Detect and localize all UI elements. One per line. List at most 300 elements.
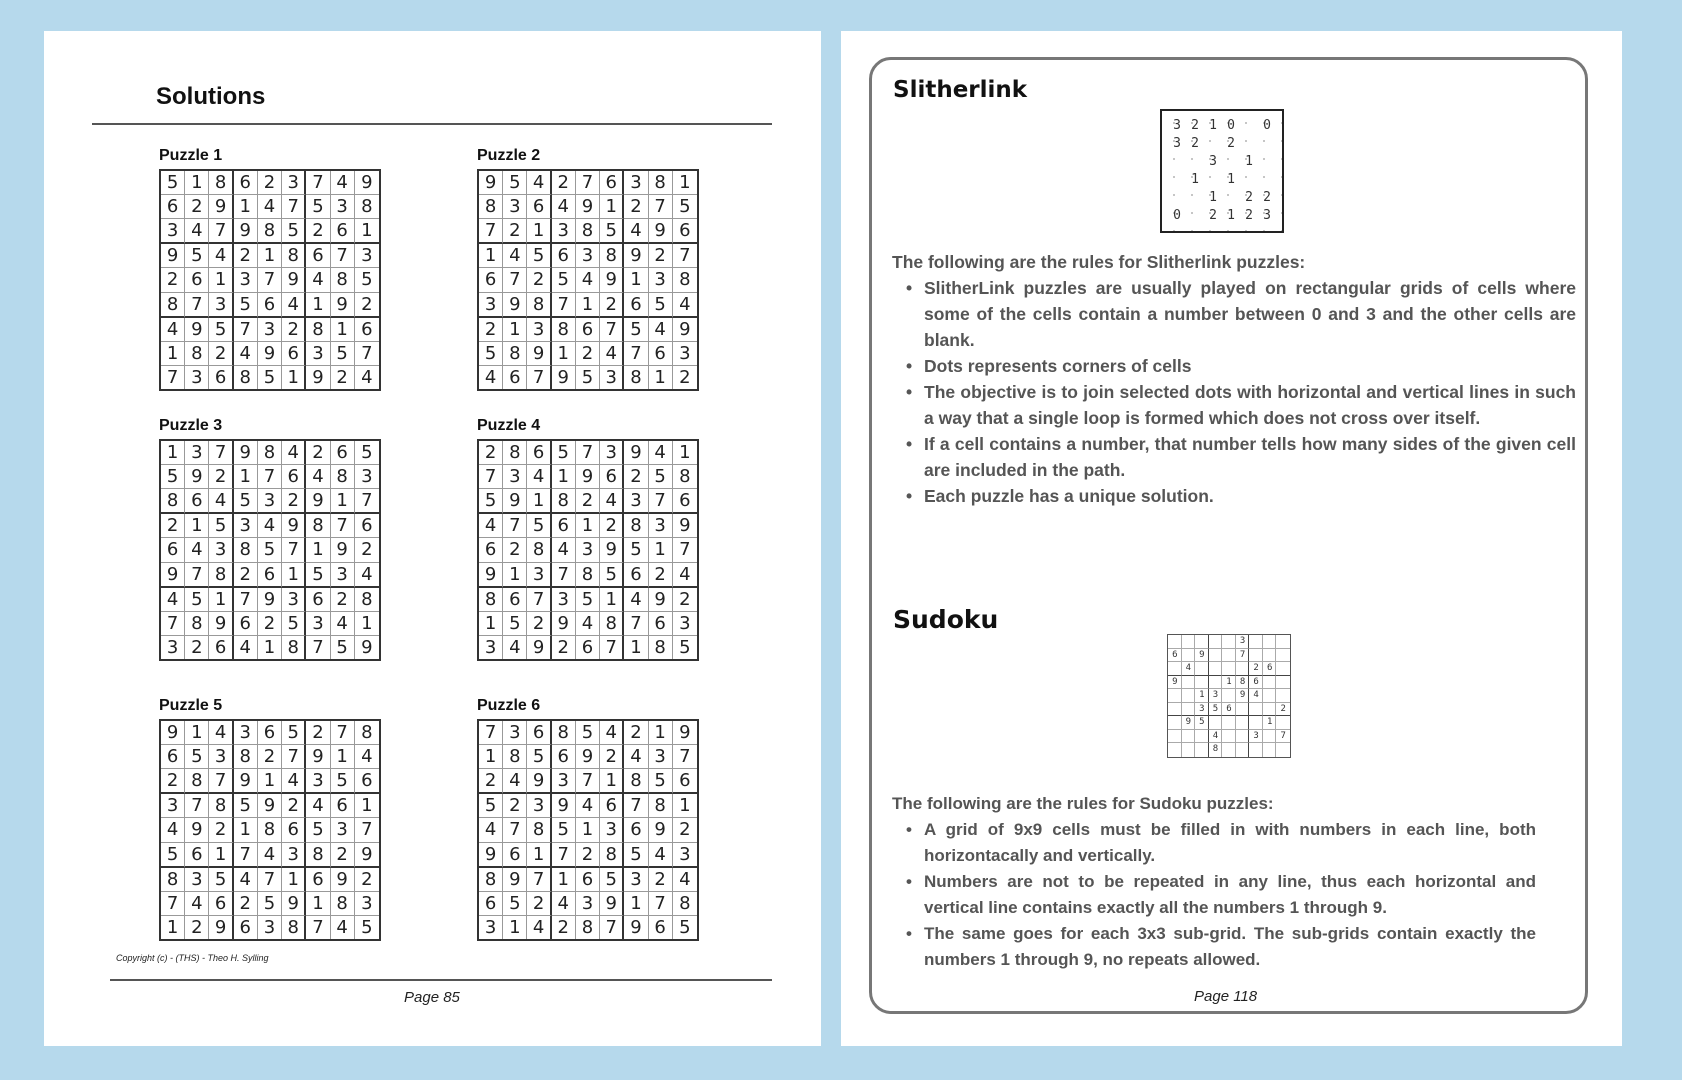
sudoku-row: 6 9 7 — [1172, 649, 1295, 660]
sudoku-row: 8 — [1172, 744, 1295, 755]
slitherlink-row: 32 2 — [1173, 136, 1282, 151]
grid-cell: 8 — [185, 342, 209, 366]
grid-cell: 8 — [258, 219, 282, 244]
grid-cell: 2 — [576, 342, 600, 366]
grid-cell: 6 — [331, 441, 355, 465]
grid-cell: 3 — [209, 538, 233, 562]
grid-cell: 9 — [649, 219, 673, 244]
grid-cell: 8 — [258, 818, 282, 842]
grid-cell: 1 — [576, 818, 600, 842]
grid-cell: 5 — [527, 514, 551, 538]
grid-cell: 9 — [258, 588, 282, 612]
grid-cell: 7 — [282, 538, 306, 562]
grid-cell: 2 — [234, 244, 258, 268]
grid-cell: 2 — [649, 868, 673, 892]
grid-cell: 8 — [552, 318, 576, 342]
grid-cell: 5 — [185, 588, 209, 612]
grid-cell: 6 — [649, 916, 673, 939]
grid-cell: 8 — [479, 868, 503, 892]
grid-cell: 1 — [161, 441, 185, 465]
grid-cell: 2 — [161, 514, 185, 538]
grid-cell: 4 — [331, 171, 355, 195]
grid-cell: 3 — [576, 538, 600, 562]
rule-item: • If a cell contains a number, that number tells how many sides of the given cell are included in the path. — [906, 431, 1576, 483]
grid-cell: 6 — [355, 769, 379, 794]
grid-cell: 5 — [503, 171, 527, 195]
grid-cell: 1 — [185, 721, 209, 745]
grid-cell: 7 — [503, 514, 527, 538]
grid-cell: 7 — [331, 514, 355, 538]
grid-cell: 4 — [209, 244, 233, 268]
grid-cell: 6 — [527, 195, 551, 219]
grid-cell: 2 — [209, 342, 233, 366]
grid-cell: 7 — [552, 843, 576, 868]
slitherlink-row: 3 1 — [1173, 154, 1282, 169]
grid-cell: 1 — [282, 366, 306, 389]
grid-cell: 9 — [552, 612, 576, 636]
grid-cell: 3 — [185, 868, 209, 892]
grid-cell: 4 — [552, 538, 576, 562]
grid-cell: 2 — [306, 721, 330, 745]
grid-cell: 5 — [479, 489, 503, 514]
puzzle-label: Puzzle 2 — [477, 147, 541, 164]
grid-cell: 9 — [161, 721, 185, 745]
grid-cell: 2 — [527, 612, 551, 636]
grid-cell: 7 — [624, 612, 648, 636]
sudoku-row: 3 — [1172, 636, 1295, 646]
grid-cell: 8 — [624, 366, 648, 389]
grid-cell: 5 — [552, 268, 576, 292]
grid-cell: 2 — [576, 489, 600, 514]
grid-cell: 5 — [649, 769, 673, 794]
grid-cell: 2 — [355, 868, 379, 892]
grid-cell: 9 — [649, 588, 673, 612]
grid-cell: 3 — [576, 892, 600, 916]
grid-cell: 1 — [331, 318, 355, 342]
grid-cell: 3 — [258, 916, 282, 939]
grid-cell: 3 — [576, 244, 600, 268]
grid-cell: 5 — [185, 745, 209, 769]
grid-cell: 9 — [624, 916, 648, 939]
grid-cell: 9 — [527, 636, 551, 659]
grid-cell: 5 — [679, 636, 691, 658]
grid-cell: 6 — [673, 769, 697, 794]
grid-cell: 4 — [234, 868, 258, 892]
grid-cell: 6 — [258, 563, 282, 588]
grid-cell: 8 — [479, 195, 503, 219]
grid-cell: 1 — [600, 588, 624, 612]
copyright: Copyright (c) - (THS) - Theo H. Sylling — [116, 953, 269, 963]
grid-cell: 4 — [624, 219, 648, 244]
grid-cell: 7 — [306, 171, 330, 195]
grid-cell: 3 — [306, 342, 330, 366]
grid-cell: 7 — [355, 818, 379, 842]
grid-cell: 8 — [306, 318, 330, 342]
grid-cell: 2 — [258, 171, 282, 195]
grid-cell: 1 — [209, 588, 233, 612]
grid-cell: 4 — [161, 318, 185, 342]
grid-cell: 4 — [527, 465, 551, 489]
grid-cell: 4 — [331, 612, 355, 636]
grid-cell: 9 — [209, 916, 233, 939]
grid-cell: 2 — [161, 268, 185, 292]
grid-cell: 3 — [306, 769, 330, 794]
sudoku-row: 13 94 — [1172, 690, 1295, 701]
grid-cell: 3 — [355, 465, 379, 489]
grid-cell: 4 — [576, 268, 600, 292]
grid-cell: 2 — [552, 916, 576, 939]
grid-cell: 7 — [503, 818, 527, 842]
slitherlink-rules-intro: The following are the rules for Slitherlink puzzles: — [892, 252, 1306, 272]
grid-cell: 8 — [355, 195, 379, 219]
grid-cell: 7 — [161, 892, 185, 916]
grid-cell: 6 — [209, 892, 233, 916]
grid-cell: 5 — [624, 538, 648, 562]
slitherlink-row: 1 1 — [1173, 172, 1282, 187]
page-number: Page 85 — [404, 989, 460, 1006]
grid-cell: 2 — [161, 769, 185, 794]
grid-cell: 6 — [331, 219, 355, 244]
grid-cell: 7 — [649, 195, 673, 219]
grid-cell: 7 — [355, 342, 379, 366]
grid-cell: 5 — [234, 489, 258, 514]
grid-cell: 6 — [479, 268, 503, 292]
grid-cell: 6 — [576, 636, 600, 659]
grid-cell: 6 — [282, 818, 306, 842]
left-page — [44, 31, 821, 1046]
grid-cell: 2 — [649, 563, 673, 588]
grid-cell: 8 — [209, 563, 233, 588]
grid-cell: 3 — [624, 868, 648, 892]
solution-grid — [159, 719, 381, 941]
grid-cell: 8 — [503, 441, 527, 465]
grid-cell: 7 — [576, 171, 600, 195]
grid-cell: 9 — [209, 612, 233, 636]
grid-cell: 9 — [258, 794, 282, 818]
grid-cell: 1 — [185, 171, 209, 195]
grid-cell: 2 — [331, 366, 355, 389]
grid-cell: 1 — [527, 843, 551, 868]
grid-cell: 8 — [161, 489, 185, 514]
grid-cell: 6 — [161, 195, 185, 219]
grid-cell: 6 — [600, 794, 624, 818]
grid-cell: 2 — [306, 219, 330, 244]
sudoku-clues — [1168, 635, 1295, 757]
grid-cell: 1 — [282, 563, 306, 588]
grid-cell: 9 — [503, 293, 527, 318]
grid-cell: 3 — [479, 293, 503, 318]
grid-cell: 3 — [234, 268, 258, 292]
slitherlink-puzzle — [1160, 109, 1284, 233]
grid-cell: 1 — [355, 612, 379, 636]
grid-cell: 7 — [527, 868, 551, 892]
grid-cell: 9 — [282, 514, 306, 538]
grid-cell: 1 — [479, 612, 503, 636]
grid-cell: 8 — [282, 636, 306, 659]
grid-cell: 1 — [306, 892, 330, 916]
grid-cell: 9 — [649, 818, 673, 842]
grid-cell: 5 — [679, 916, 691, 938]
solution-grid — [477, 719, 699, 941]
grid-cell: 5 — [234, 794, 258, 818]
grid-cell: 3 — [479, 916, 503, 939]
grid-cell: 5 — [527, 244, 551, 268]
grid-cell: 8 — [306, 843, 330, 868]
grid-cell: 9 — [306, 366, 330, 389]
grid-cell: 8 — [552, 721, 576, 745]
grid-cell: 5 — [479, 794, 503, 818]
grid-cell: 6 — [624, 563, 648, 588]
grid-cell: 9 — [306, 745, 330, 769]
footer-divider — [110, 979, 772, 981]
grid-cell: 8 — [600, 244, 624, 268]
grid-cell: 3 — [234, 514, 258, 538]
grid-cell: 5 — [552, 441, 576, 465]
grid-cell: 2 — [503, 794, 527, 818]
grid-cell: 8 — [282, 916, 306, 939]
grid-cell: 7 — [185, 794, 209, 818]
grid-cell: 5 — [209, 514, 233, 538]
grid-cell: 1 — [234, 818, 258, 842]
grid-cell: 7 — [479, 465, 503, 489]
grid-cell: 5 — [624, 318, 648, 342]
grid-cell: 9 — [600, 538, 624, 562]
grid-cell: 1 — [306, 293, 330, 318]
grid-cell: 8 — [527, 538, 551, 562]
grid-cell: 3 — [600, 441, 624, 465]
grid-cell: 1 — [649, 538, 673, 562]
grid-cell: 8 — [624, 514, 648, 538]
grid-cell: 8 — [355, 721, 379, 745]
grid-cell: 2 — [552, 171, 576, 195]
grid-cell: 8 — [185, 612, 209, 636]
grid-cell: 6 — [503, 588, 527, 612]
grid-cell: 9 — [503, 489, 527, 514]
grid-cell: 9 — [355, 171, 379, 195]
grid-cell: 9 — [234, 441, 258, 465]
grid-cell: 9 — [673, 318, 697, 342]
grid-cell: 9 — [673, 514, 697, 538]
grid-cell: 4 — [527, 916, 551, 939]
grid-cell: 4 — [552, 892, 576, 916]
grid-cell: 4 — [282, 441, 306, 465]
grid-cell: 7 — [576, 441, 600, 465]
grid-cell: 6 — [527, 721, 551, 745]
grid-cell: 4 — [306, 465, 330, 489]
grid-cell: 5 — [503, 612, 527, 636]
grid-cell: 3 — [503, 465, 527, 489]
grid-cell: 1 — [649, 366, 673, 389]
grid-cell: 4 — [306, 794, 330, 818]
grid-cell: 9 — [479, 171, 503, 195]
grid-cell: 5 — [234, 293, 258, 318]
grid-cell: 3 — [673, 843, 697, 868]
grid-cell: 2 — [649, 244, 673, 268]
grid-cell: 8 — [624, 769, 648, 794]
grid-cell: 5 — [673, 195, 697, 219]
grid-cell: 1 — [503, 318, 527, 342]
grid-cell: 7 — [258, 465, 282, 489]
grid-cell: 6 — [527, 441, 551, 465]
grid-cell: 9 — [576, 745, 600, 769]
grid-cell: 4 — [185, 538, 209, 562]
grid-cell: 6 — [673, 489, 697, 514]
grid-cell: 2 — [185, 195, 209, 219]
solution-grid — [477, 169, 699, 391]
grid-cell: 1 — [576, 514, 600, 538]
grid-cell: 7 — [576, 769, 600, 794]
grid-cell: 3 — [331, 818, 355, 842]
grid-cell: 6 — [185, 843, 209, 868]
grid-cell: 1 — [161, 342, 185, 366]
grid-cell: 2 — [503, 538, 527, 562]
grid-cell: 4 — [673, 868, 697, 892]
grid-cell: 7 — [234, 318, 258, 342]
grid-cell: 8 — [673, 268, 697, 292]
slitherlink-row: 0 2123 — [1173, 208, 1282, 223]
grid-cell: 7 — [234, 588, 258, 612]
grid-cell: 4 — [258, 843, 282, 868]
grid-cell: 7 — [600, 318, 624, 342]
grid-cell: 6 — [600, 171, 624, 195]
grid-cell: 3 — [527, 318, 551, 342]
grid-cell: 4 — [649, 843, 673, 868]
grid-cell: 8 — [234, 538, 258, 562]
grid-cell: 1 — [673, 794, 697, 818]
rule-item: • Dots represents corners of cells — [906, 353, 1576, 379]
sudoku-row: 4 26 — [1172, 663, 1295, 674]
grid-cell: 7 — [479, 721, 503, 745]
grid-cell: 2 — [331, 588, 355, 612]
grid-cell: 2 — [282, 794, 306, 818]
grid-cell: 4 — [161, 588, 185, 612]
grid-cell: 3 — [161, 219, 185, 244]
grid-cell: 2 — [673, 588, 697, 612]
grid-cell: 7 — [673, 538, 697, 562]
grid-cell: 3 — [649, 745, 673, 769]
grid-cell: 1 — [624, 268, 648, 292]
grid-cell: 5 — [355, 441, 379, 465]
grid-cell: 1 — [209, 843, 233, 868]
grid-cell: 6 — [209, 366, 233, 389]
grid-cell: 9 — [185, 318, 209, 342]
grid-cell: 9 — [479, 563, 503, 588]
grid-cell: 9 — [624, 244, 648, 268]
rule-item: • Numbers are not to be repeated in any line, thus each horizontal and vertical line contains exactly all the numbers 1 through 9. — [906, 869, 1536, 921]
grid-cell: 3 — [503, 721, 527, 745]
grid-cell: 3 — [673, 612, 697, 636]
grid-cell: 4 — [503, 769, 527, 794]
grid-cell: 4 — [209, 721, 233, 745]
grid-cell: 4 — [209, 489, 233, 514]
grid-cell: 3 — [331, 195, 355, 219]
grid-cell: 3 — [355, 244, 379, 268]
grid-cell: 1 — [479, 244, 503, 268]
grid-cell: 2 — [355, 538, 379, 562]
grid-cell: 4 — [161, 818, 185, 842]
grid-cell: 9 — [576, 195, 600, 219]
grid-cell: 3 — [209, 745, 233, 769]
slitherlink-row: 3210 0 — [1173, 118, 1282, 133]
grid-cell: 2 — [282, 318, 306, 342]
grid-cell: 4 — [600, 489, 624, 514]
grid-cell: 6 — [282, 342, 306, 366]
sudoku-row: 356 2 — [1172, 703, 1295, 714]
grid-cell: 3 — [600, 366, 624, 389]
grid-cell: 3 — [649, 268, 673, 292]
grid-cell: 3 — [527, 563, 551, 588]
grid-cell: 2 — [600, 514, 624, 538]
grid-cell: 2 — [479, 441, 503, 465]
grid-cell: 7 — [479, 219, 503, 244]
grid-cell: 1 — [649, 721, 673, 745]
grid-cell: 6 — [234, 916, 258, 939]
grid-cell: 2 — [355, 293, 379, 318]
grid-cell: 6 — [479, 892, 503, 916]
grid-cell: 6 — [258, 293, 282, 318]
grid-cell: 5 — [355, 268, 379, 292]
grid-cell: 7 — [306, 916, 330, 939]
grid-cell: 9 — [552, 366, 576, 389]
grid-cell: 6 — [649, 342, 673, 366]
grid-cell: 2 — [552, 636, 576, 659]
grid-cell: 5 — [306, 818, 330, 842]
grid-cell: 3 — [331, 563, 355, 588]
grid-cell: 3 — [527, 794, 551, 818]
grid-cell: 1 — [331, 745, 355, 769]
grid-cell: 3 — [185, 366, 209, 389]
grid-cell: 5 — [503, 892, 527, 916]
grid-cell: 4 — [282, 293, 306, 318]
grid-cell: 4 — [503, 244, 527, 268]
grid-cell: 8 — [527, 293, 551, 318]
grid-cell: 6 — [552, 745, 576, 769]
grid-cell: 7 — [355, 489, 379, 514]
grid-cell: 9 — [331, 538, 355, 562]
grid-cell: 7 — [600, 636, 624, 659]
grid-cell: 4 — [331, 916, 355, 939]
grid-cell: 1 — [355, 794, 379, 818]
grid-cell: 8 — [258, 441, 282, 465]
grid-cell: 6 — [355, 318, 379, 342]
grid-cell: 2 — [185, 636, 209, 659]
grid-cell: 6 — [600, 465, 624, 489]
grid-cell: 7 — [527, 588, 551, 612]
grid-cell: 8 — [552, 489, 576, 514]
grid-cell: 9 — [361, 636, 373, 658]
grid-cell: 2 — [503, 219, 527, 244]
grid-cell: 9 — [282, 892, 306, 916]
grid-cell: 2 — [624, 465, 648, 489]
grid-cell: 7 — [649, 489, 673, 514]
grid-cell: 8 — [503, 745, 527, 769]
grid-cell: 3 — [258, 318, 282, 342]
grid-cell: 7 — [331, 244, 355, 268]
grid-cell: 5 — [161, 171, 185, 195]
grid-cell: 5 — [331, 342, 355, 366]
grid-cell: 7 — [161, 612, 185, 636]
grid-cell: 2 — [258, 745, 282, 769]
grid-cell: 3 — [209, 293, 233, 318]
grid-cell: 4 — [624, 745, 648, 769]
grid-cell: 6 — [306, 244, 330, 268]
grid-cell: 5 — [331, 769, 355, 794]
grid-cell: 8 — [649, 636, 673, 659]
grid-cell: 5 — [209, 868, 233, 892]
grid-cell: 5 — [361, 916, 373, 938]
grid-cell: 3 — [552, 219, 576, 244]
grid-cell: 3 — [258, 489, 282, 514]
